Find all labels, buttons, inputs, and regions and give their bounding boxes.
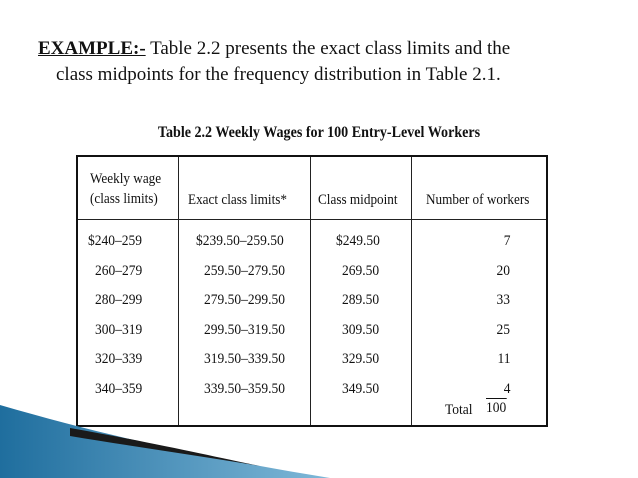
cell-exact-limits: 299.50–319.50 [204,321,285,338]
cell-class-limits: 320–339 [95,351,143,367]
cell-class-limits: 260–279 [95,262,143,279]
header-exact-limits: Exact class limits* [188,192,287,208]
column-divider-1 [178,157,179,425]
cell-exact-limits: 279.50–299.50 [204,292,285,308]
header-weekly-wage [90,169,161,209]
cell-exact-limits: 339.50–359.50 [204,380,285,397]
header-weekly-wage-line1: Weekly wage [90,171,162,187]
cell-exact-limits: $239.50–259.50 [196,233,284,249]
cell-class-limits: $240–259 [88,233,142,249]
cell-midpoint: $249.50 [336,233,380,249]
cell-workers: 33 [496,292,510,308]
intro-line-1: Table 2.2 presents the exact class limits and the [145,38,511,59]
cell-class-limits: 340–359 [95,380,143,397]
cell-exact-limits: 259.50–279.50 [204,262,285,279]
cell-class-limits: 280–299 [95,292,143,308]
cell-midpoint: 309.50 [342,321,380,338]
cell-exact-limits: 319.50–339.50 [204,351,285,367]
cell-midpoint: 289.50 [342,292,380,308]
header-divider [78,219,546,220]
header-midpoint: Class midpoint [318,192,398,208]
example-lead: EXAMPLE:- [38,38,146,59]
intro-line-2: class midpoints for the frequency distribution in Table 2.1. [56,64,501,85]
cell-workers: 7 [503,233,510,249]
cell-class-limits: 300–319 [95,321,143,338]
cell-workers: 25 [496,321,510,338]
header-workers: Number of workers [426,192,530,208]
cell-workers: 11 [496,351,510,367]
table-title: Table 2.2 Weekly Wages for 100 Entry-Level Workers [157,124,481,141]
wages-table [76,155,548,427]
column-divider-3 [411,157,412,425]
cell-midpoint: 269.50 [342,262,380,279]
column-divider-2 [310,157,311,425]
cell-workers: 4 [503,380,510,397]
cell-midpoint: 349.50 [342,380,380,397]
intro-text [38,36,608,88]
total-label: Total [445,402,473,418]
cell-midpoint: 329.50 [342,351,380,367]
cell-workers: 20 [496,262,510,279]
total-value: 100 [486,400,507,416]
swoosh-dark [70,428,260,466]
header-weekly-wage-line2: (class limits) [90,191,158,207]
